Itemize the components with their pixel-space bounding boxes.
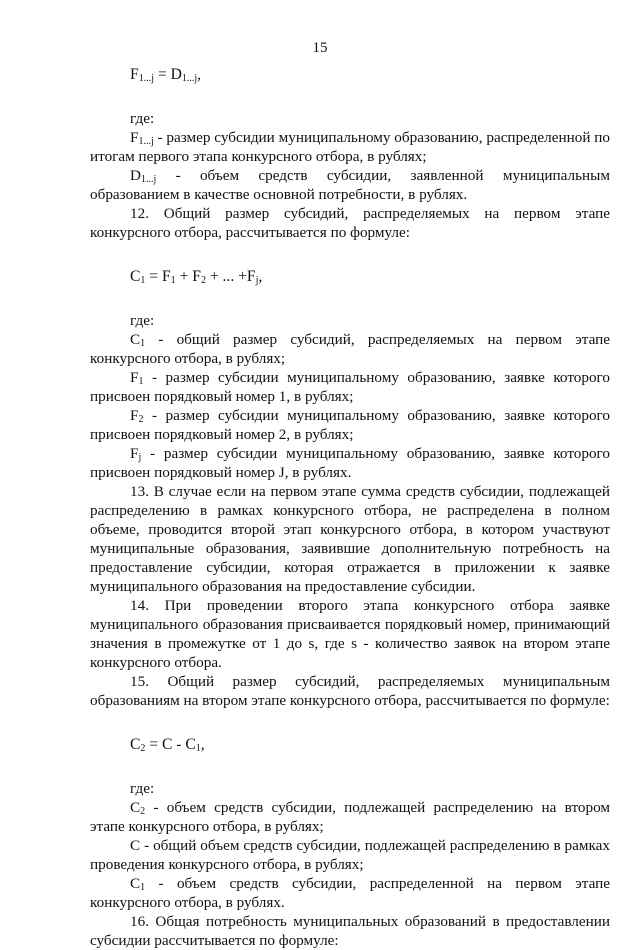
definition-f2: $F_2$ - размер субсидии муниципальному образованию, заявке которого присвоен порядковый номер 2, в рублях; — [90, 407, 610, 443]
definition-f: $F_{1...j}$ - размер субсидии муниципальному образованию, распределенной по итогам первого этапа конкурсного отбора, в рублях; — [90, 129, 610, 165]
formula-symbol: F — [130, 66, 139, 83]
formula-tail: , — [197, 66, 202, 83]
where-label: где: — [130, 312, 155, 329]
paragraph-14: 14. При проведении второго этапа конкурсного отбора заявке муниципального образования присваивается порядковый номер, принимающий значения в промежутке от 1 до s, где s - количество заявок на втором этапе конкурсного отбора. — [90, 597, 610, 671]
formula-operator: = — [153, 66, 171, 83]
document-body — [90, 60, 610, 950]
paragraph-12: 12. Общий размер субсидий, распределяемых на первом этапе конкурсного отбора, рассчитывается по формуле: — [90, 205, 610, 241]
formula-f-equals-d — [90, 65, 610, 84]
page-number: 15 — [312, 40, 328, 56]
paragraph-15: 15. Общий размер субсидий, распределяемых муниципальным образованиям на втором этапе конкурсного отбора, рассчитывается по формуле: — [90, 673, 610, 709]
where-label: где: — [130, 780, 155, 797]
definition-c: C - общий объем средств субсидии, подлежащей распределению в рамках проведения конкурсного отбора, в рублях; — [90, 837, 610, 873]
paragraph-16: 16. Общая потребность муниципальных образований в предоставлении субсидии рассчитывается по формуле: — [90, 913, 610, 949]
definition-d: $D_{1...j}$ - объем средств субсидии, заявленной муниципальным образованием в качестве основной потребности, в рублях. — [90, 167, 610, 203]
definition-c1-second: $C_1$ - объем средств субсидии, распределенной на первом этапе конкурсного отбора, в рублях. — [90, 875, 610, 911]
definition-c1: $C_1$ - общий размер субсидий, распределяемых на первом этапе конкурсного отбора, в рублях; — [90, 331, 610, 367]
formula-c1-sum: $C_1 = F_1 + F_2$ + ... $+F_j$, — [130, 268, 263, 286]
formula-symbol: D — [170, 66, 182, 83]
paragraph-13: 13. В случае если на первом этапе сумма средств субсидии, подлежащей распределению в рамках конкурсного отбора, не распределена в полном объеме, проводится второй этап конкурсного отбора, в котором участвуют муниципальные образования, заявившие дополнительную потребность на предоставление субсидии, которая отражается в приложении к заявке муниципального образования на предоставление субсидии. — [90, 483, 610, 595]
definition-f1: $F_1$ - размер субсидии муниципальному образованию, заявке которого присвоен порядковый номер 1, в рублях; — [90, 369, 610, 405]
where-label: где: — [130, 110, 155, 127]
formula-subscript: 1...j — [181, 73, 198, 84]
definition-fj: $F_j$ - размер субсидии муниципальному образованию, заявке которого присвоен порядковый номер J, в рублях. — [90, 445, 610, 481]
formula-c2: $C_2 = C - C_1$, — [130, 736, 205, 754]
definition-c2: $C_2$ - объем средств субсидии, подлежащей распределению на втором этапе конкурсного отбора, в рублях; — [90, 799, 610, 835]
formula-subscript: 1...j — [138, 73, 154, 84]
